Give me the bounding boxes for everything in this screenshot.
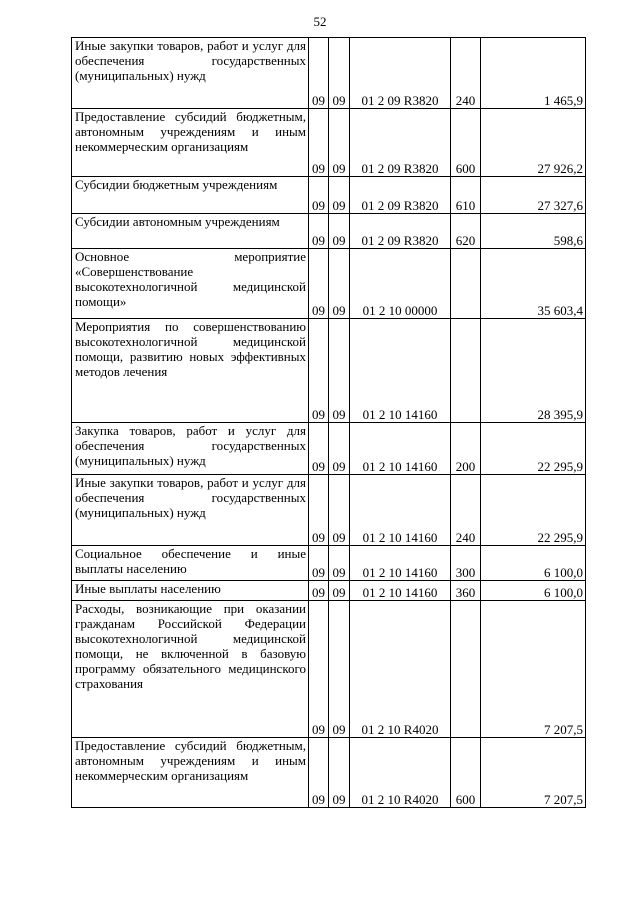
table-row [72,319,586,423]
row-amount: 27 926,2 [481,109,586,177]
row-section-code: 09 [309,581,329,601]
row-section-code: 09 [309,177,329,214]
row-name: Предоставление субсидий бюджетным, автономным учреждениям и иным некоммерческим организациям [72,109,309,177]
row-section-code: 09 [309,109,329,177]
table-row [72,581,586,601]
row-subsection-code: 09 [329,38,350,109]
row-subsection-code: 09 [329,214,350,249]
row-expense-type [451,319,481,423]
row-target-article: 01 2 10 14160 [350,546,451,581]
row-subsection-code: 09 [329,177,350,214]
budget-table-body [72,38,586,808]
row-section-code: 09 [309,319,329,423]
table-row [72,546,586,581]
row-name: Предоставление субсидий бюджетным, автономным учреждениям и иным некоммерческим организациям [72,738,309,808]
table-row [72,475,586,546]
row-expense-type [451,601,481,738]
row-amount: 7 207,5 [481,601,586,738]
row-name: Закупка товаров, работ и услуг для обеспечения государственных (муниципальных) нужд [72,423,309,475]
table-row [72,601,586,738]
row-amount: 6 100,0 [481,581,586,601]
row-section-code: 09 [309,38,329,109]
row-name: Мероприятия по совершенствованию высокотехнологичной медицинской помощи, развитию новых эффективных методов лечения [72,319,309,423]
row-target-article: 01 2 10 14160 [350,581,451,601]
row-amount: 598,6 [481,214,586,249]
row-section-code: 09 [309,423,329,475]
row-amount: 1 465,9 [481,38,586,109]
row-name: Субсидии бюджетным учреждениям [72,177,309,214]
row-name: Социальное обеспечение и иные выплаты населению [72,546,309,581]
row-subsection-code: 09 [329,546,350,581]
row-name: Иные выплаты населению [72,581,309,601]
row-target-article: 01 2 09 R3820 [350,177,451,214]
row-section-code: 09 [309,249,329,319]
row-expense-type: 610 [451,177,481,214]
row-section-code: 09 [309,214,329,249]
row-expense-type: 360 [451,581,481,601]
row-name: Субсидии автономным учреждениям [72,214,309,249]
row-name: Расходы, возникающие при оказании гражданам Российской Федерации высокотехнологичной медицинской помощи, не включенной в базовую программу обязательного медицинского страхования [72,601,309,738]
row-amount: 7 207,5 [481,738,586,808]
table-row [72,177,586,214]
row-subsection-code: 09 [329,601,350,738]
row-section-code: 09 [309,475,329,546]
row-expense-type [451,249,481,319]
row-target-article: 01 2 10 R4020 [350,738,451,808]
table-row [72,214,586,249]
row-expense-type: 600 [451,109,481,177]
row-target-article: 01 2 10 14160 [350,423,451,475]
row-subsection-code: 09 [329,581,350,601]
row-section-code: 09 [309,546,329,581]
table-row [72,109,586,177]
page-number: 52 [313,14,327,29]
row-target-article: 01 2 10 14160 [350,475,451,546]
row-amount: 27 327,6 [481,177,586,214]
budget-table [71,37,586,808]
row-name: Иные закупки товаров, работ и услуг для обеспечения государственных (муниципальных) нужд [72,38,309,109]
row-section-code: 09 [309,601,329,738]
row-amount: 35 603,4 [481,249,586,319]
row-name: Основное мероприятие «Совершенствование высокотехнологичной медицинской помощи» [72,249,309,319]
row-expense-type: 240 [451,475,481,546]
row-expense-type: 620 [451,214,481,249]
row-expense-type: 200 [451,423,481,475]
table-row [72,249,586,319]
table-row [72,738,586,808]
table-row [72,423,586,475]
row-subsection-code: 09 [329,423,350,475]
row-subsection-code: 09 [329,738,350,808]
row-subsection-code: 09 [329,249,350,319]
table-row [72,38,586,109]
row-subsection-code: 09 [329,109,350,177]
row-section-code: 09 [309,738,329,808]
row-target-article: 01 2 10 00000 [350,249,451,319]
row-target-article: 01 2 09 R3820 [350,214,451,249]
row-target-article: 01 2 09 R3820 [350,109,451,177]
row-subsection-code: 09 [329,319,350,423]
row-subsection-code: 09 [329,475,350,546]
row-amount: 28 395,9 [481,319,586,423]
row-expense-type: 300 [451,546,481,581]
row-amount: 22 295,9 [481,475,586,546]
row-target-article: 01 2 10 14160 [350,319,451,423]
row-target-article: 01 2 10 R4020 [350,601,451,738]
row-target-article: 01 2 09 R3820 [350,38,451,109]
row-expense-type: 600 [451,738,481,808]
row-name: Иные закупки товаров, работ и услуг для обеспечения государственных (муниципальных) нужд [72,475,309,546]
row-expense-type: 240 [451,38,481,109]
row-amount: 6 100,0 [481,546,586,581]
row-amount: 22 295,9 [481,423,586,475]
